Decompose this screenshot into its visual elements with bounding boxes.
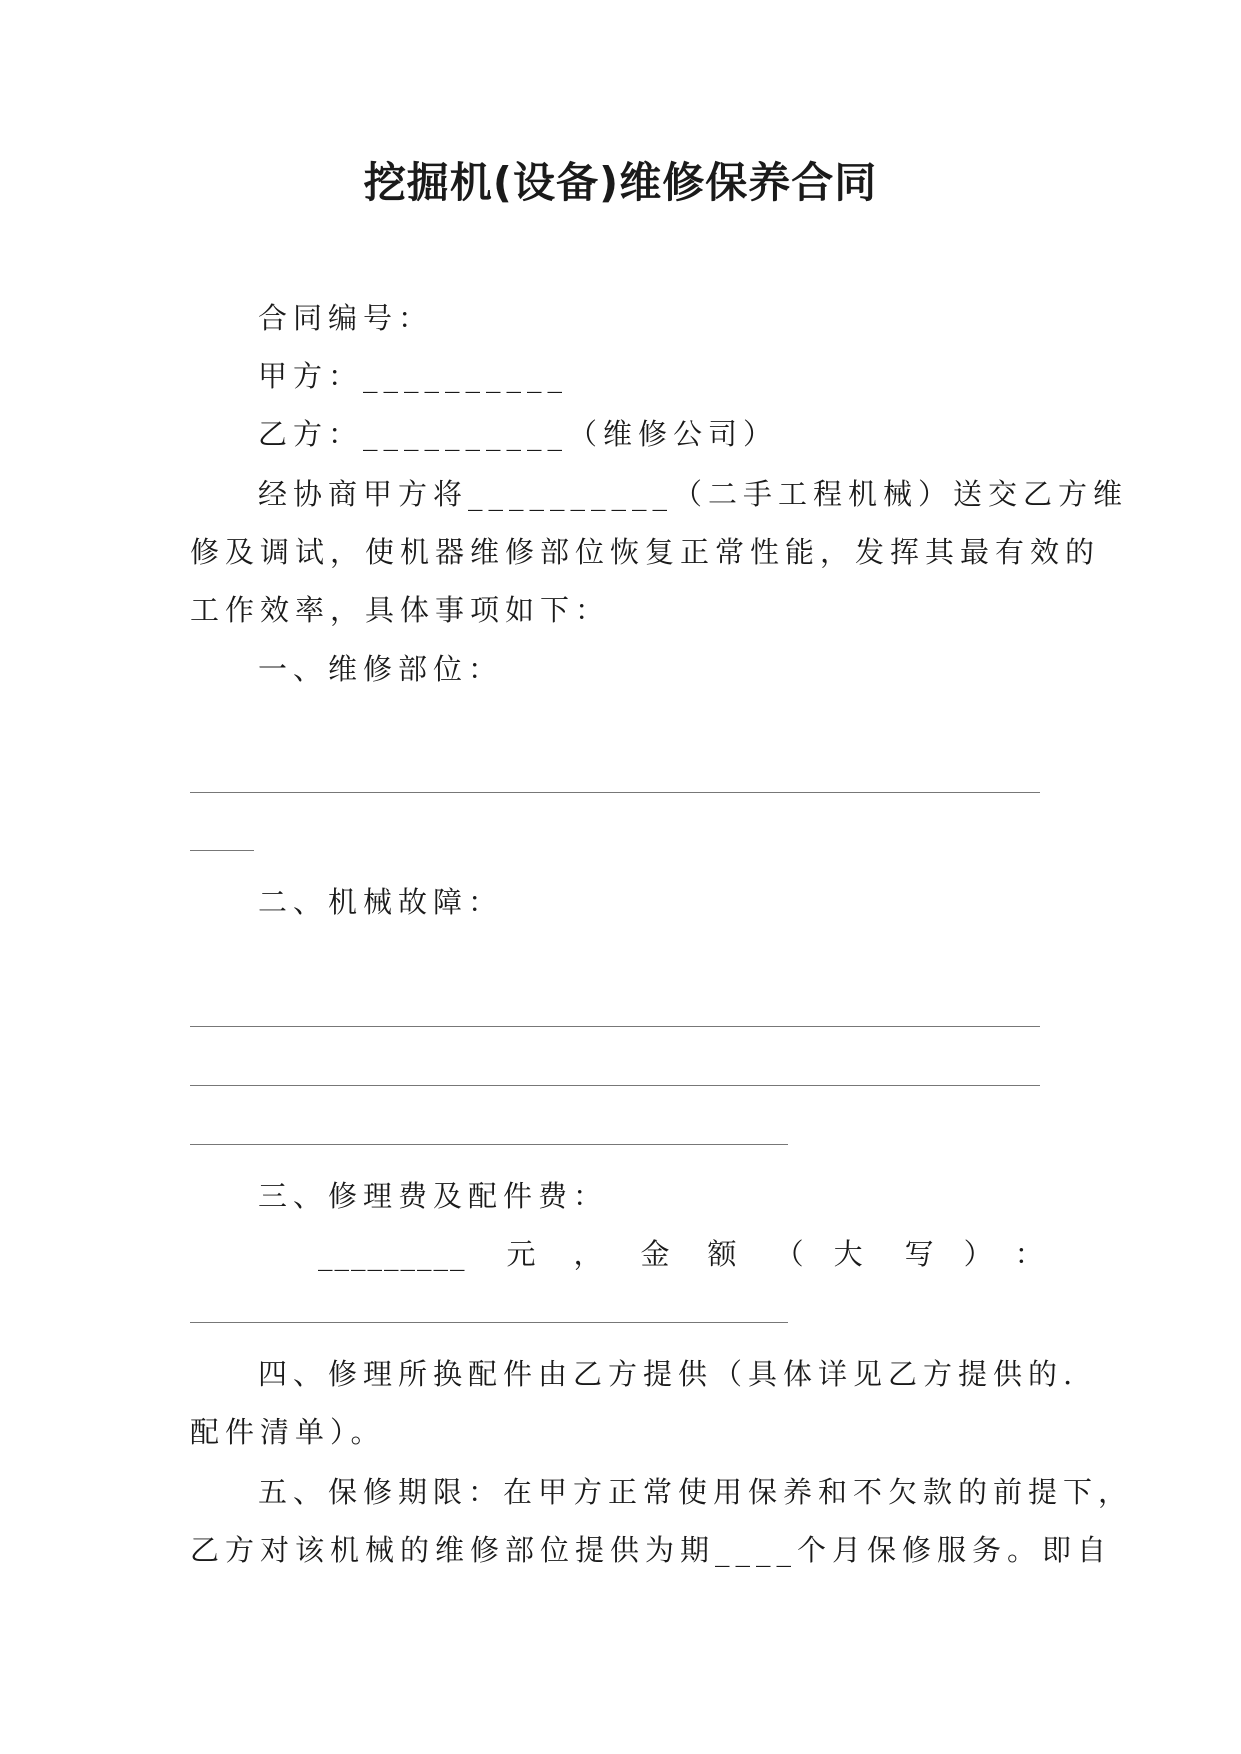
capital-label-da: 大 [833, 1237, 865, 1271]
fill-line [190, 1026, 1040, 1027]
intro-line-3: 工作效率，具体事项如下： [190, 593, 611, 627]
intro-line-2: 修及调试，使机器维修部位恢复正常性能，发挥其最有效的 [190, 535, 1101, 569]
yuan-label: 元 [506, 1237, 538, 1271]
fill-line [190, 792, 1040, 793]
left-paren: （ [774, 1237, 806, 1271]
section-5-line-2: 乙方对该机械的维修部位提供为期____个月保修服务。即自 [190, 1533, 1113, 1567]
intro-line-1: 经协商甲方将__________（二手工程机械）送交乙方维 [258, 477, 1129, 511]
fill-line [190, 1322, 788, 1323]
section-3-heading: 三、修理费及配件费： [258, 1179, 609, 1213]
fill-line [190, 1085, 1040, 1086]
fill-line [190, 850, 254, 851]
document-title: 挖掘机(设备)维修保养合同 [363, 158, 878, 207]
fill-line [190, 1144, 788, 1145]
section-4-line-1: 四、修理所换配件由乙方提供（具体详见乙方提供的. [258, 1357, 1079, 1391]
section-1-heading: 一、维修部位： [258, 652, 504, 686]
contract-number-label: 合同编号： [258, 301, 434, 335]
colon: ： [1014, 1237, 1046, 1271]
amount-label-jin: 金 [640, 1237, 672, 1271]
party-b-line: 乙方：__________（维修公司） [258, 417, 779, 451]
amount-blank: _________ [318, 1237, 467, 1271]
right-paren: ） [963, 1237, 995, 1271]
section-2-heading: 二、机械故障： [258, 885, 504, 919]
party-a-line: 甲方：__________ [258, 359, 569, 393]
amount-line [318, 1236, 1046, 1272]
comma: ， [573, 1237, 605, 1271]
section-4-line-2: 配件清单）。 [190, 1415, 386, 1449]
capital-label-xie: 写 [904, 1237, 936, 1271]
section-5-line-1: 五、保修期限：在甲方正常使用保养和不欠款的前提下， [258, 1475, 1134, 1509]
amount-label-e: 额 [707, 1237, 739, 1271]
